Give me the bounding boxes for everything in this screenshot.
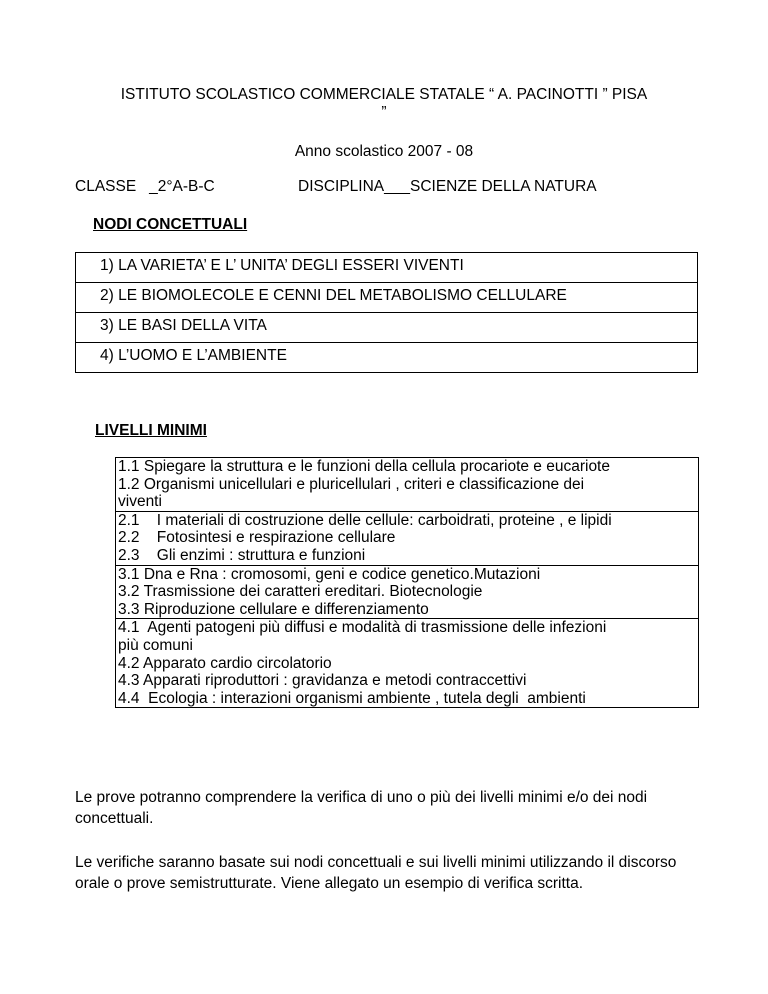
- livelli-line: 2.2 Fotosintesi e respirazione cellulare: [118, 529, 396, 547]
- nodi-table: [75, 252, 698, 373]
- paragraph-verifiche: Le verifiche saranno basate sui nodi concettuali e sui livelli minimi utilizzando il discorso orale o prove semistrutturate. Viene allegato un esempio di verifica scritta.: [75, 854, 677, 892]
- institute-name: ISTITUTO SCOLASTICO COMMERCIALE STATALE “ A. PACINOTTI ” PISA: [120, 86, 648, 103]
- livelli-line: 1.2 Organismi unicellulari e pluricellulari , criteri e classificazione dei: [118, 475, 585, 493]
- livelli-group-3: [116, 565, 699, 619]
- livelli-line: 3.2 Trasmissione dei caratteri ereditari. Biotecnologie: [118, 583, 483, 601]
- discipline-label: DISCIPLINA___SCIENZE DELLA NATURA: [298, 178, 597, 195]
- livelli-line: 1.1 Spiegare la struttura e le funzioni della cellula procariote e eucariote: [118, 458, 610, 475]
- nodi-item-4: 4) L’UOMO E L’AMBIENTE: [76, 343, 698, 373]
- livelli-group-1: [116, 458, 699, 512]
- nodi-item-2: 2) LE BIOMOLECOLE E CENNI DEL METABOLISMO CELLULARE: [76, 283, 698, 313]
- institute-name-continuation: ”: [381, 104, 387, 121]
- livelli-group-4: [116, 619, 699, 708]
- livelli-line: 4.4 Ecologia : interazioni organismi ambiente , tutela degli ambienti: [118, 689, 586, 707]
- school-year: Anno scolastico 2007 - 08: [294, 143, 474, 160]
- nodi-heading: NODI CONCETTUALI: [93, 216, 248, 233]
- class-label: CLASSE _2°A-B-C: [75, 178, 215, 195]
- livelli-table: [115, 457, 699, 708]
- livelli-line: 4.1 Agenti patogeni più diffusi e modalità di trasmissione delle infezioni: [118, 619, 607, 637]
- livelli-line: 3.1 Dna e Rna : cromosomi, geni e codice genetico.Mutazioni: [118, 565, 541, 583]
- livelli-line: 3.3 Riproduzione cellulare e differenziamento: [118, 600, 429, 618]
- livelli-line: 4.3 Apparati riproduttori : gravidanza e metodi contraccettivi: [118, 672, 527, 690]
- nodi-item-1: 1) LA VARIETA’ E L’ UNITA’ DEGLI ESSERI VIVENTI: [76, 253, 698, 283]
- paragraph-prove: Le prove potranno comprendere la verifica di uno o più dei livelli minimi e/o dei nodi concettuali.: [75, 789, 648, 827]
- livelli-heading: LIVELLI MINIMI: [95, 422, 207, 439]
- livelli-group-2: [116, 511, 699, 565]
- livelli-line: 2.3 Gli enzimi : struttura e funzioni: [118, 546, 366, 564]
- livelli-line: più comuni: [118, 636, 193, 654]
- livelli-line: viventi: [118, 493, 162, 511]
- livelli-line: 2.1 I materiali di costruzione delle cellule: carboidrati, proteine , e lipidi: [118, 511, 612, 529]
- nodi-item-3: 3) LE BASI DELLA VITA: [76, 313, 698, 343]
- livelli-line: 4.2 Apparato cardio circolatorio: [118, 654, 332, 672]
